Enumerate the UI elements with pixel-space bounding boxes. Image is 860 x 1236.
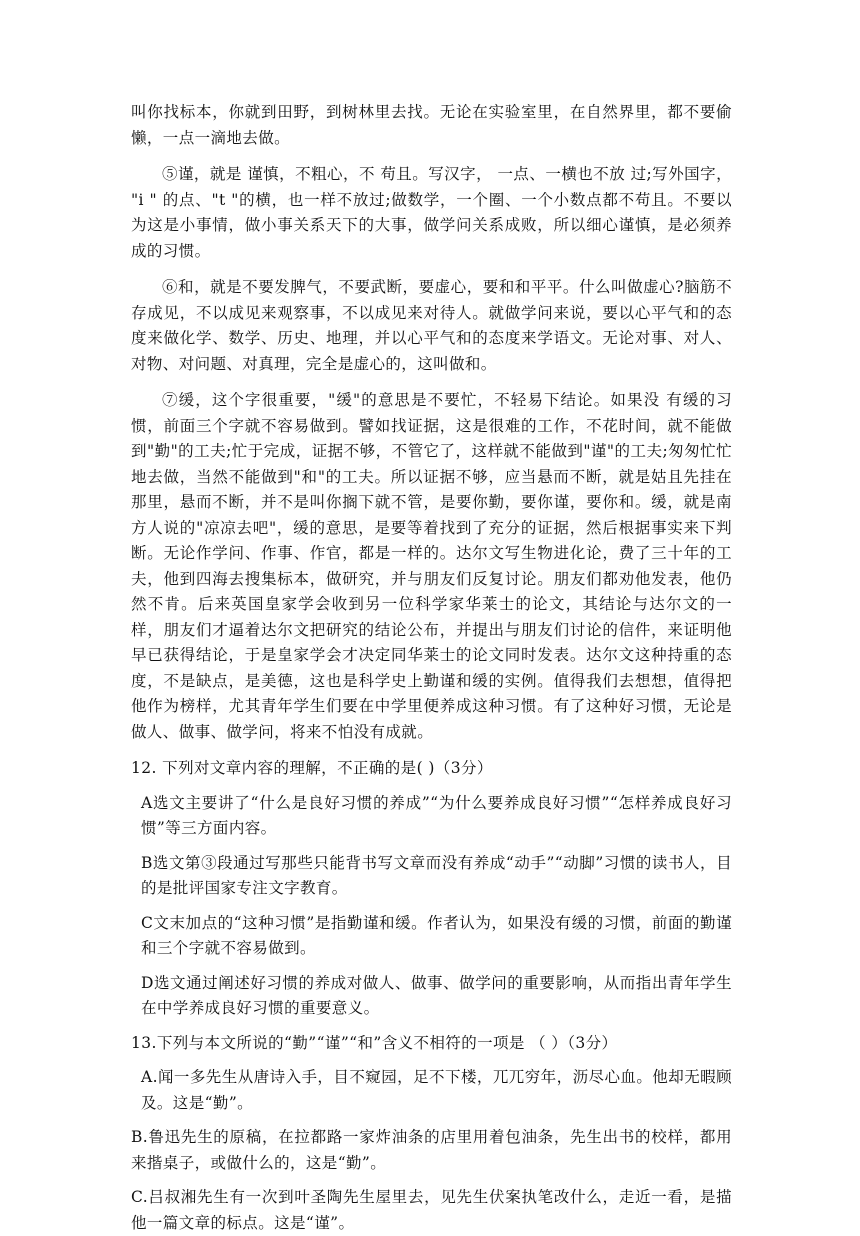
question-13-stem: 13.下列与本文所说的“勤”“谨”“和”含义不相符的一项是 （ ）（3分） (131, 1033, 618, 1052)
question-13-option-c: C.吕叔湘先生有一次到叶圣陶先生屋里去，见先生伏案执笔改什么，走近一看，是描他一篇文章的标点。这是“谨”。 (131, 1188, 732, 1232)
question-12-option-b: B选文第③段通过写那些只能背书写文章而没有养成“动手”“动脚”习惯的读书人，目的是批评国家专注文字教育。 (141, 853, 732, 897)
question-12-stem: 12. 下列对文章内容的理解，不正确的是( )（3分） (131, 759, 493, 777)
question-13-option-b: B.鲁迅先生的原稿，在拉都路一家炸油条的店里用着包油条，先生出书的校样，都用来揩桌子，或做什么的，这是“勤”。 (131, 1128, 732, 1172)
passage-paragraph-6: ⑥和，就是不要发脾气，不要武断，要虚心，要和和平平。什么叫做虚心?脑筋不存成见，不以成见来观察事，不以成见来对待人。就做学问来说，要以心平气和的态度来做化学、数学、历史、地理，并以心平气和的态度来学语文。无论对事、对人、对物、对问题、对真理，完全是虚心的，这叫做和。 (131, 278, 732, 373)
question-13-option-a: A.闻一多先生从唐诗入手，目不窥园，足不下楼，兀兀穷年，沥尽心血。他却无暇顾及。这是“勤”。 (141, 1068, 732, 1112)
passage-paragraph-7: ⑦缓，这个字很重要，"缓"的意思是不要忙，不轻易下结论。如果没 有缓的习惯，前面三个字就不容易做到。譬如找证据，这是很难的工作，不花时间，就不能做到"勤"的工夫;忙于完成，证据不够，不管它了，这样就不能做到"谨"的工夫;匆匆忙忙地去做，当然不能做到"和"的工夫。所以证据不够，应当悬而不断，就是姑且先挂在那里，悬而不断，并不是叫你搁下就不管，是要你勤，要你谨，要你和。缓，就是南方人说的"凉凉去吧"，缓的意思，是要等着找到了充分的证据，然后根据事实来下判断。无论作学问、作事、作官，都是一样的。达尔文写生物进化论，费了三十年的工夫，他到四海去搜集标本，做研究，并与朋友们反复讨论。朋友们都劝他发表，他仍然不肯。后来英国皇家学会收到另一位科学家华莱士的论文，其结论与达尔文的一样，朋友们才逼着达尔文把研究的结论公布，并提出与朋友们讨论的信件，来证明他早已获得结论，于是皇家学会才决定同华莱士的论文同时发表。达尔文这种持重的态度，不是缺点，是美德，这也是科学史上勤谨和缓的实例。值得我们去想想，值得把他作为榜样，尤其青年学生们要在中学里便养成这种习惯。有了这种好习惯，无论是做人、做事、做学问，将来不怕没有成就。 (131, 391, 732, 741)
passage-paragraph-continued: 叫你找标本，你就到田野，到树林里去找。无论在实验室里，在自然界里，都不要偷懒，一点一滴地去做。 (131, 103, 732, 147)
question-12-option-a: A选文主要讲了“什么是良好习惯的养成”“为什么要养成良好习惯”“怎样养成良好习惯”等三方面内容。 (141, 793, 732, 837)
question-12-option-d: D选文通过阐述好习惯的养成对做人、做事、做学问的重要影响，从而指出青年学生在中学养成良好习惯的重要意义。 (141, 973, 732, 1017)
passage-paragraph-5: ⑤谨，就是 谨慎，不粗心，不 苟且。写汉字， 一点、一横也不放 过;写外国字， "i " 的点、"t "的横，也一样不放过;做数学，一个圈、一个小数点都不苟且。不要以为这是小事情，做小事关系天下的大事，做学问关系成败，所以细心谨慎，是必须养成的习惯。 (131, 165, 732, 260)
question-12-option-c: C文末加点的“这种习惯”是指勤谨和缓。作者认为，如果没有缓的习惯，前面的勤谨和三个字就不容易做到。 (141, 913, 732, 957)
